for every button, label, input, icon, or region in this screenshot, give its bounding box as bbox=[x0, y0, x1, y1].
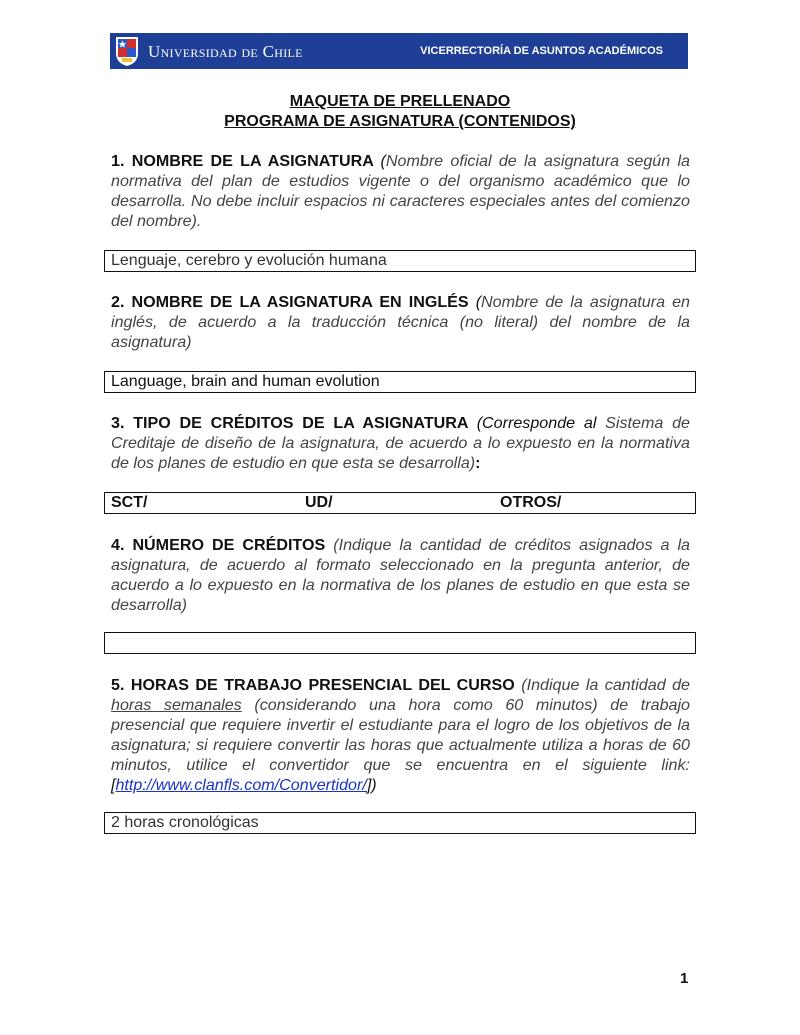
credit-type-sct[interactable]: SCT/ bbox=[111, 494, 148, 511]
section-2-description: 2. NOMBRE DE LA ASIGNATURA EN INGLÉS (Nombre de la asignatura en inglés, de acuerdo a la traducción técnica (no literal) del nombre de la asignatura) bbox=[111, 293, 690, 351]
university-name: Universidad de Chile bbox=[148, 42, 303, 61]
office-name: VICERRECTORÍA DE ASUNTOS ACADÉMICOS bbox=[420, 45, 663, 57]
section-5-note: (considerando una hora como 60 minutos) de trabajo presencial que requiere invertir el estudiante para el logro de los objetivos de la asignatura; si requiere convertir las horas que actualmente utiliza a horas de 60 minutos, utilice el convertidor que se encuentra en el siguiente link: bbox=[111, 696, 690, 774]
credit-type-otros[interactable]: OTROS/ bbox=[500, 494, 562, 511]
header-banner bbox=[110, 33, 688, 69]
section-5-description: 5. HORAS DE TRABAJO PRESENCIAL DEL CURSO (Indique la cantidad de horas semanales (considerando una hora como 60 minutos) de trabajo presencial que requiere invertir el estudiante para el logro de los objetivos de la asignatura; si requiere convertir las horas que actualmente utiliza a horas de 60 minutos, utilice el convertidor que se encuentra en el siguiente link: [http://www.clanfls.com/Convertidor/]) bbox=[111, 676, 690, 794]
section-4-description bbox=[111, 535, 690, 615]
section-3-heading: 3. TIPO DE CRÉDITOS DE LA ASIGNATURA bbox=[111, 414, 477, 432]
section-4-heading: 4. NÚMERO DE CRÉDITOS bbox=[111, 536, 334, 554]
section-3-description: 3. TIPO DE CRÉDITOS DE LA ASIGNATURA (Corresponde al Sistema de Creditaje de diseño de la asignatura, de acuerdo a lo expuesto en la normativa de los planes de estudio en que esta se desarrolla): bbox=[111, 414, 690, 472]
page-number: 1 bbox=[680, 970, 689, 987]
section-4-note: (Indique la cantidad de créditos asignados a la asignatura, de acuerdo al formato seleccionado en la pregunta anterior, de acuerdo a lo expuesto en la normativa de los planes de estudio en que esta se desarrolla) bbox=[111, 536, 691, 614]
section-2-note: Nombre de la asignatura en inglés, de acuerdo a la traducción técnica (no literal) del nombre de la asignatura) bbox=[111, 293, 690, 351]
course-name-field[interactable]: Lenguaje, cerebro y evolución humana bbox=[104, 250, 696, 272]
section-1-description: 1. NOMBRE DE LA ASIGNATURA (Nombre oficial de la asignatura según la normativa del plan de estudios vigente o del organismo académico que lo desarrolla. No debe incluir espacios ni caracteres especiales antes del comienzo del nombre). bbox=[111, 152, 690, 230]
presential-hours-field[interactable]: 2 horas cronológicas bbox=[104, 812, 696, 834]
university-crest-icon bbox=[114, 35, 140, 67]
section-2-heading: 2. NOMBRE DE LA ASIGNATURA EN INGLÉS bbox=[111, 293, 476, 311]
converter-link[interactable]: http://www.clanfls.com/Convertidor/ bbox=[115, 776, 367, 794]
document-title-line1: MAQUETA DE PRELLENADO bbox=[289, 93, 511, 110]
section-5-heading: 5. HORAS DE TRABAJO PRESENCIAL DEL CURSO bbox=[111, 676, 522, 694]
credit-type-ud[interactable]: UD/ bbox=[305, 494, 333, 511]
section-3-note: Sistema de Creditaje de diseño de la asignatura, de acuerdo a lo expuesto en la normativa de los planes de estudio en que esta se desarrolla) bbox=[111, 414, 690, 472]
section-1-heading: 1. NOMBRE DE LA ASIGNATURA bbox=[111, 152, 381, 170]
weekly-hours-emphasis: horas semanales bbox=[111, 696, 242, 714]
credit-count-field[interactable] bbox=[104, 632, 696, 654]
document-title-line2: PROGRAMA DE ASIGNATURA (CONTENIDOS) bbox=[224, 113, 576, 130]
section-1-note: Nombre oficial de la asignatura según la normativa del plan de estudios vigente o del organismo académico que lo desarrolla. No debe incluir espacios ni caracteres especiales antes del comienzo del nombre). bbox=[111, 152, 690, 230]
credit-type-field[interactable] bbox=[104, 492, 696, 514]
course-name-english-field[interactable]: Language, brain and human evolution bbox=[104, 371, 696, 393]
